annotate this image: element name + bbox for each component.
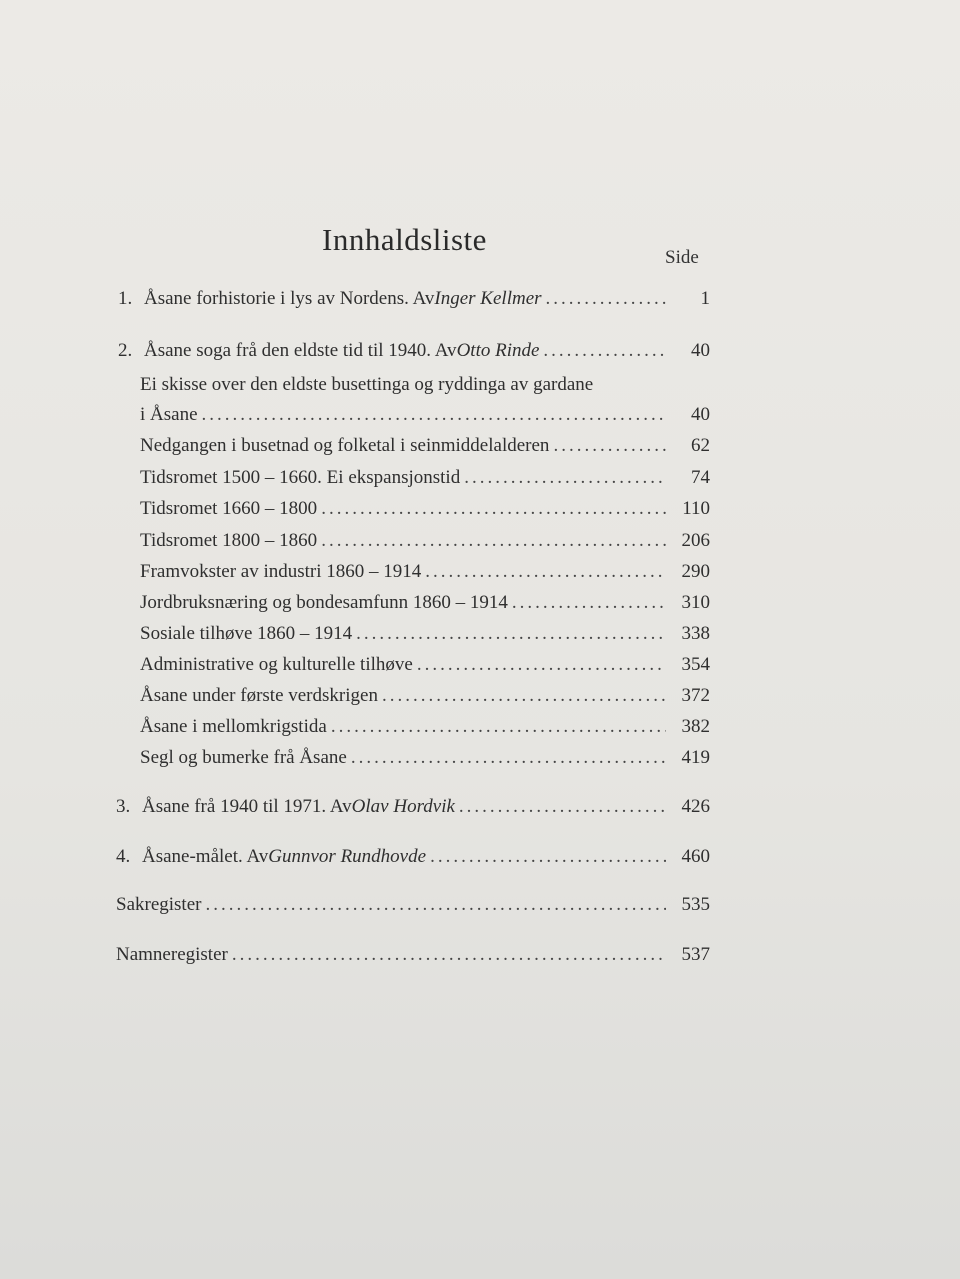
toc-subentry [140,685,710,707]
leader-dots [351,747,666,769]
leader-dots [331,716,666,738]
entry-page: 206 [681,530,710,551]
entry-page: 419 [681,747,710,768]
entry-title: Sosiale tilhøve 1860 – 1914 [140,623,353,644]
entry-number: 2. [118,340,133,361]
entry-title: i Åsane [140,404,198,425]
leader-dots [417,654,666,676]
entry-number: 4. [116,846,131,867]
toc-subentry [140,435,710,457]
page-column-label: Side [665,247,699,268]
entry-author: Gunnvor Rundhovde [268,846,427,867]
leader-dots [543,340,666,362]
entry-author: Olav Hordvik [351,796,455,817]
toc-subentry [140,561,710,583]
toc-subentry [140,467,710,489]
entry-page: 537 [681,944,710,965]
entry-title: Åsane-målet. Av [142,846,269,867]
leader-dots [321,530,666,552]
toc-subentry [140,498,710,520]
leader-dots [202,404,666,426]
entry-title: Administrative og kulturelle tilhøve [140,654,413,675]
entry-title: Tidsromet 1800 – 1860 [140,530,318,551]
entry-title: Sakregister [116,894,202,915]
entry-title: Åsane i mellomkrigstida [140,716,327,737]
entry-title: Åsane under første verdskrigen [140,685,378,706]
entry-title: Tidsromet 1500 – 1660. Ei ekspansjonstid [140,467,461,488]
entry-page: 426 [681,796,710,817]
toc-subentry [140,747,710,769]
leader-dots [205,894,666,916]
entry-page: 290 [681,561,710,582]
leader-dots [321,498,666,520]
entry-title: Nedgangen i busetnad og folketal i seinmiddelalderen [140,435,550,456]
leader-dots [425,561,666,583]
leader-dots [382,685,666,707]
toc-subentry [140,716,710,738]
toc-entry [118,340,710,362]
toc-subentry [140,530,710,552]
toc-subentry [140,654,710,676]
leader-dots [546,288,666,310]
entry-title: Segl og bumerke frå Åsane [140,747,347,768]
entry-title: Åsane soga frå den eldste tid til 1940. Av [144,340,457,361]
toc-subentry [140,623,710,645]
toc-entry [116,944,710,966]
toc-entry [118,288,710,310]
leader-dots [459,796,666,818]
toc-subentry [140,404,710,426]
entry-page: 1 [700,288,710,309]
entry-author: Inger Kellmer [434,288,542,309]
entry-page: 40 [691,404,710,425]
toc-subentry [140,592,710,614]
entry-title: Framvokster av industri 1860 – 1914 [140,561,422,582]
toc-entry [116,846,710,868]
entry-page: 372 [681,685,710,706]
leader-dots [512,592,666,614]
entry-page: 110 [682,498,710,519]
entry-page: 62 [691,435,710,456]
entry-page: 382 [681,716,710,737]
leader-dots [232,944,666,966]
entry-title: Åsane frå 1940 til 1971. Av [142,796,352,817]
entry-page: 535 [681,894,710,915]
entry-title: Åsane forhistorie i lys av Nordens. Av [144,288,435,309]
entry-page: 338 [681,623,710,644]
toc-entry [116,894,710,916]
entry-title: Jordbruksnæring og bondesamfunn 1860 – 1914 [140,592,508,613]
leader-dots [464,467,666,489]
entry-page: 74 [691,467,710,488]
toc-entry [116,796,710,818]
leader-dots [430,846,666,868]
leader-dots [553,435,666,457]
leader-dots [356,623,666,645]
entry-page: 310 [681,592,710,613]
entry-number: 1. [118,288,133,309]
entry-number: 3. [116,796,131,817]
entry-title: Tidsromet 1660 – 1800 [140,498,318,519]
toc-subentry: Ei skisse over den eldste busettinga og ryddinga av gardane [140,374,594,395]
entry-page: 354 [681,654,710,675]
entry-title: Namneregister [116,944,228,965]
entry-page: 460 [681,846,710,867]
entry-author: Otto Rinde [456,340,540,361]
entry-page: 40 [691,340,710,361]
page-title: Innhaldsliste [322,222,487,257]
